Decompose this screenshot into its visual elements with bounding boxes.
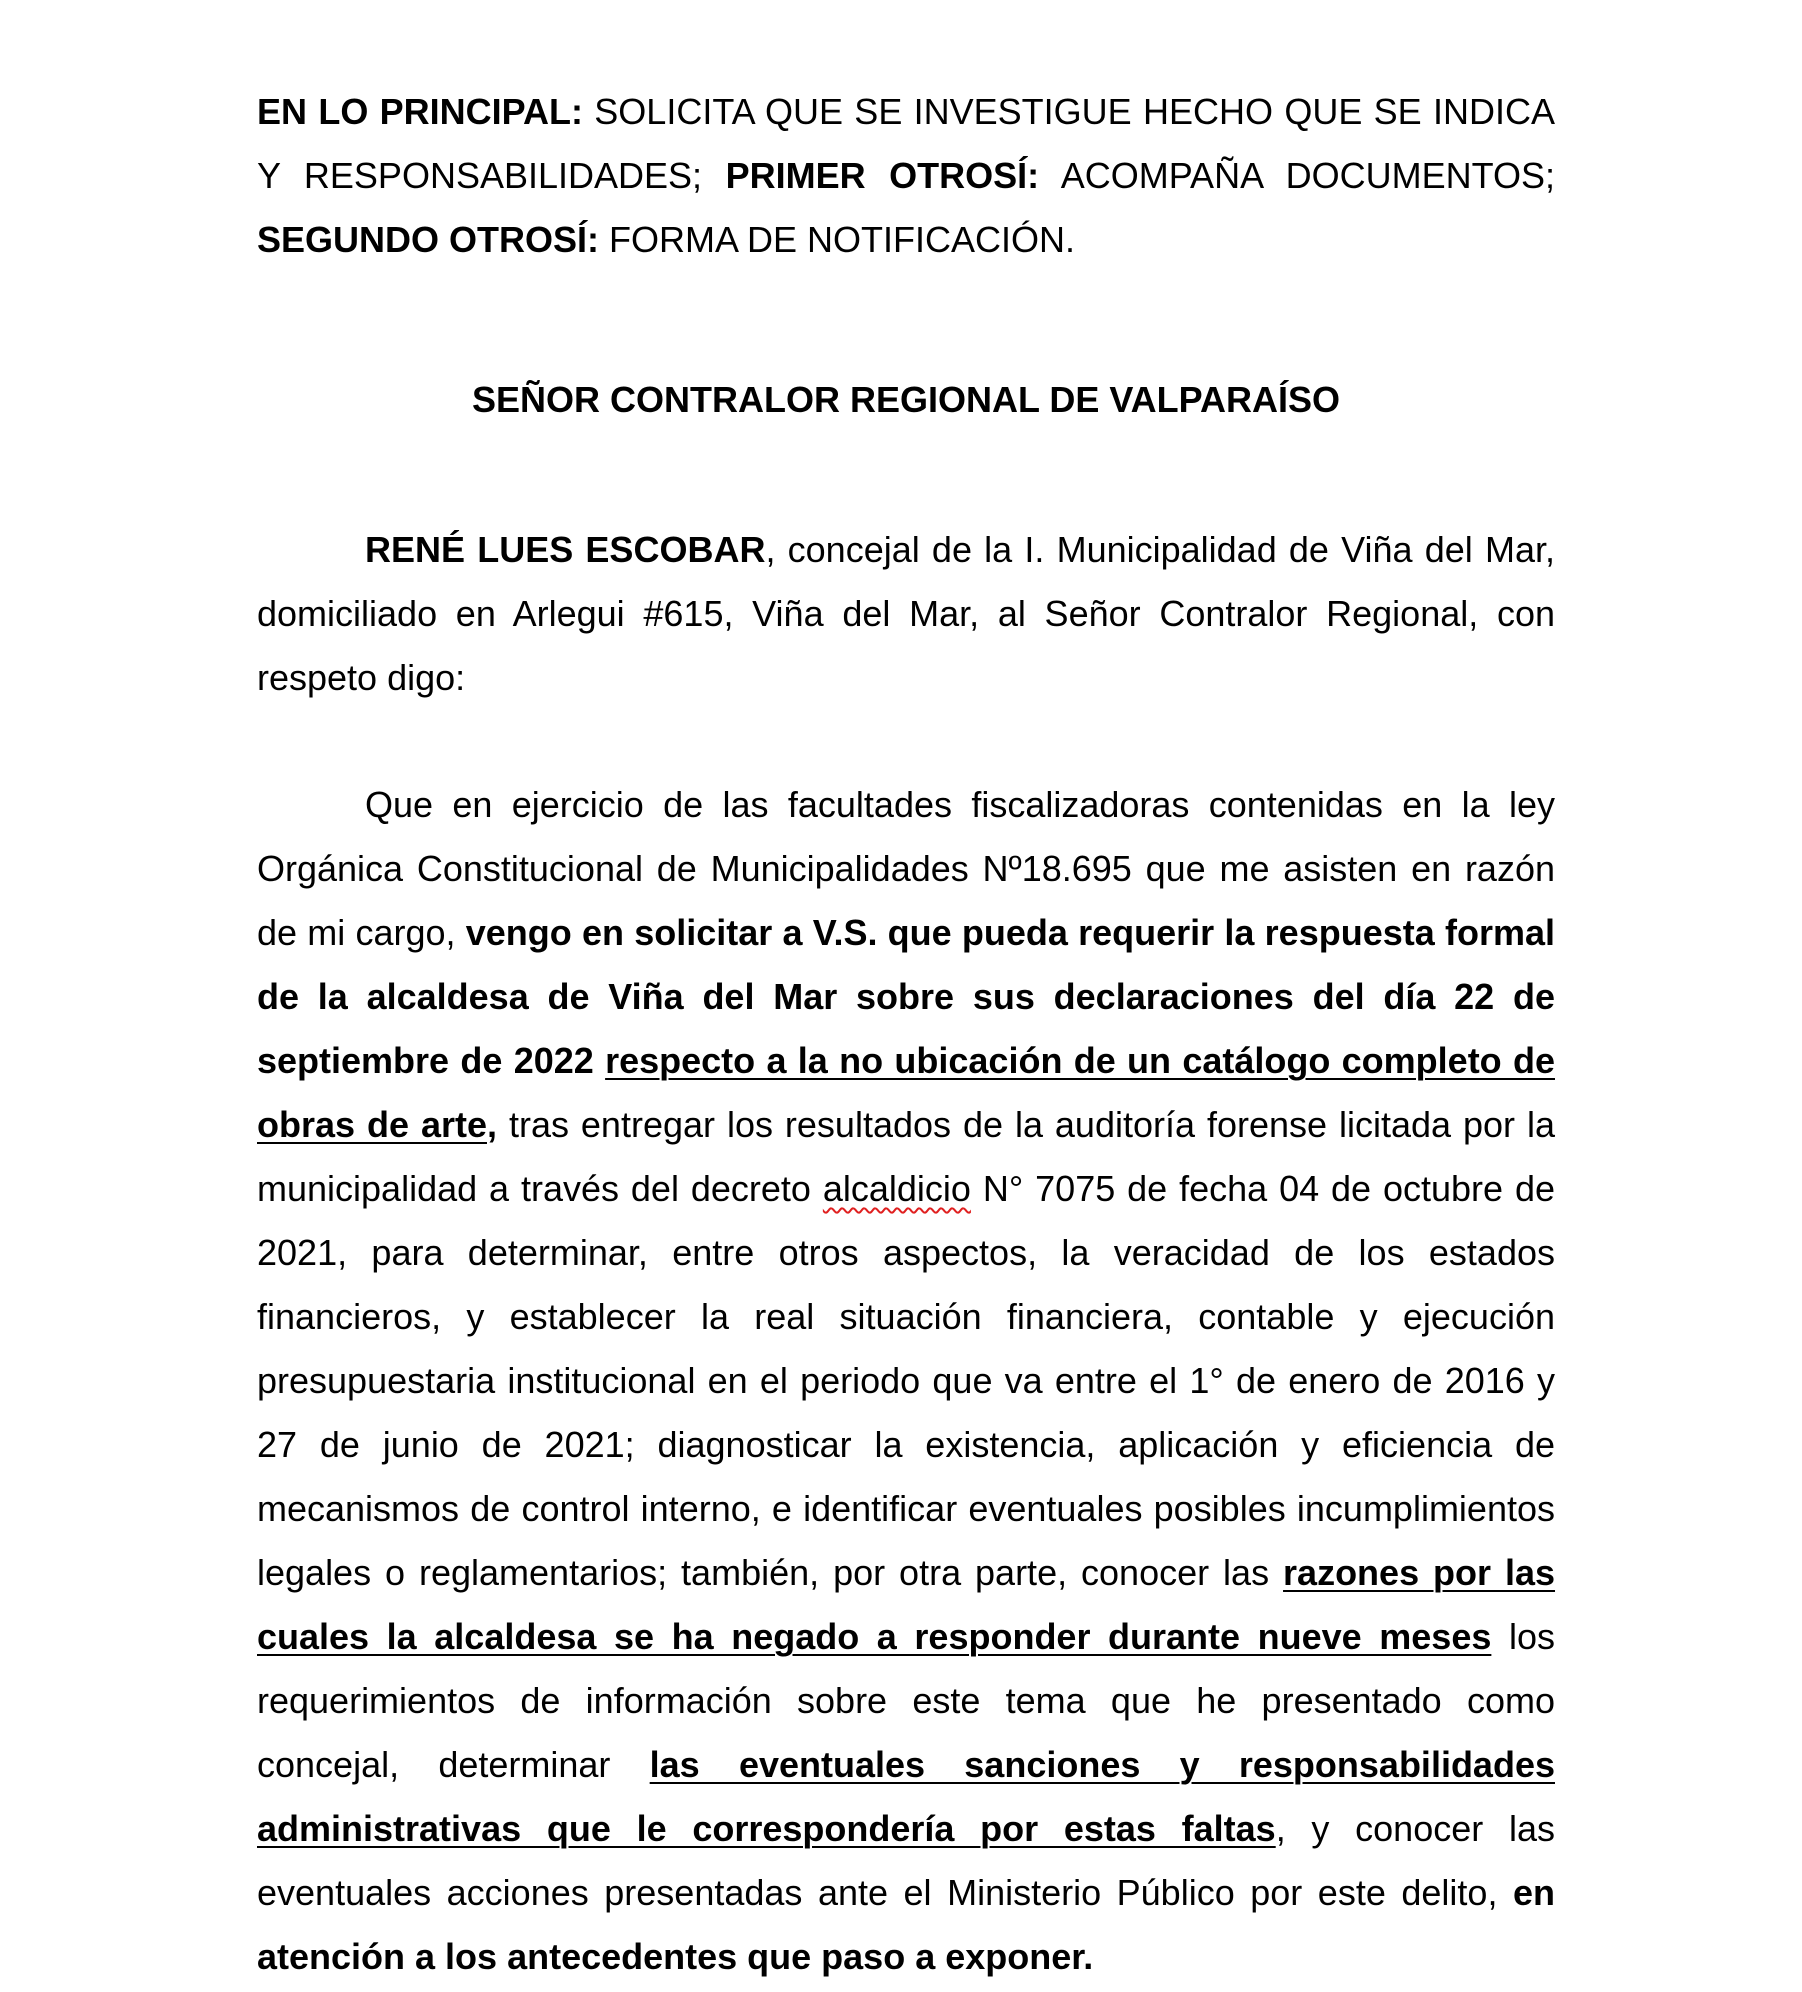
body-underlined-reasons: razones por las cuales la alcaldesa se ha negado a responder durante nueve meses [257,1552,1556,1657]
heading-primer-otrosi-label: PRIMER OTROSÍ: [725,155,1040,196]
body-text-3: N° 7075 de fecha 04 de octubre de 2021, para determinar, entre otros aspectos, la veracidad de los estados financieros, y establecer la real situación financiera, contable y ejecución presupuestaria institucional en el periodo que va entre el 1° de enero de 2016 y 27 de junio de 2021; diagnosticar la existencia, aplicación y eficiencia de mecanismos de control interno, e identificar eventuales posibles incumplimientos legales o reglamentarios; también, por otra parte, conocer las [257,1168,1556,1593]
intro-paragraph [257,518,1555,710]
intro-text: , concejal de la I. Municipalidad de Viña del Mar, domiciliado en Arlegui #615, Viña del Mar, al Señor Contralor Regional, con respeto digo: [257,529,1555,698]
body-underlined-catalog: respecto a la no ubicación de un catálogo completo de obras de arte [257,1040,1555,1145]
addressee-title: SEÑOR CONTRALOR REGIONAL DE VALPARAÍSO [471,379,1341,420]
petitioner-name: RENÉ LUES ESCOBAR [365,529,766,570]
heading-primer-otrosi-text: ACOMPAÑA DOCUMENTOS; [1039,155,1555,196]
body-paragraph [257,773,1555,1989]
body-bold-comma: , [486,1104,497,1145]
spellcheck-flagged-word: alcaldicio [822,1168,971,1209]
heading-segundo-otrosi-text: FORMA DE NOTIFICACIÓN. [599,219,1076,260]
body-text-2: tras entregar los resultados de la auditoría forense licitada por la municipalidad a través del decreto [257,1104,1555,1209]
body-bold-closing: en atención a los antecedentes que paso a exponer. [257,1872,1555,1977]
body-underlined-sanctions: las eventuales sanciones y responsabilidades administrativas que le correspondería por estas faltas [257,1744,1555,1849]
heading-principal-text: SOLICITA QUE SE INVESTIGUE HECHO QUE SE INDICA Y RESPONSABILIDADES; [257,91,1555,196]
heading-principal-label: EN LO PRINCIPAL: [257,91,583,132]
document-heading [257,80,1555,272]
body-text-4: los requerimientos de información sobre este tema que he presentado como concejal, determinar [257,1616,1555,1785]
body-text-5: , y conocer las eventuales acciones presentadas ante el Ministerio Público por este delito, [257,1808,1555,1913]
body-text-1: Que en ejercicio de las facultades fiscalizadoras contenidas en la ley Orgánica Constitucional de Municipalidades Nº18.695 que me asisten en razón de mi cargo, [257,784,1555,953]
heading-segundo-otrosi-label: SEGUNDO OTROSÍ: [257,219,600,260]
body-bold-request: vengo en solicitar a V.S. que pueda requerir la respuesta formal de la alcaldesa de Viña del Mar sobre sus declaraciones del día 22 de septiembre de 2022 [257,912,1555,1081]
